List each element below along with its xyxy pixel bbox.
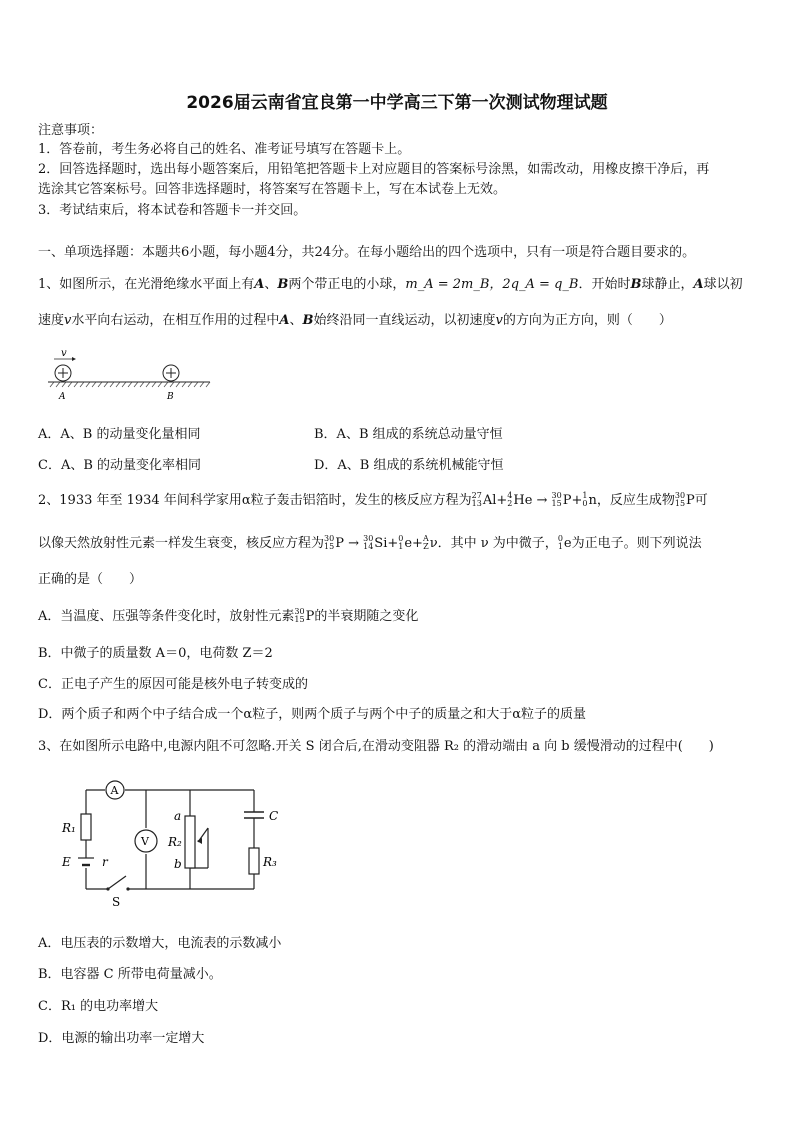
q1-stem-line-1: 1、如图所示，在光滑绝缘水平面上有A、B两个带正电的小球，m_A = 2m_B，2q_A = q_B．开始时B球静止，A球以初: [38, 277, 743, 292]
q1-option-b[interactable]: B．A、B 组成的系统总动量守恒: [314, 427, 503, 442]
ammeter-label: A: [110, 784, 119, 797]
q1-option-a[interactable]: A．A、B 的动量变化量相同: [38, 427, 201, 442]
q3-circuit-figure: [56, 776, 296, 912]
emf-label: E: [62, 855, 71, 869]
r3-label: R₃: [263, 855, 277, 869]
q3-option-c[interactable]: C．R₁ 的电功率增大: [38, 999, 159, 1014]
notice-item-2b: 选涂其它答案标号。回答非选择题时，将答案写在答题卡上，写在本试卷上无效。: [38, 182, 507, 197]
q1-stem-line-2: 速度v水平向右运动，在相互作用的过程中A、B始终沿同一直线运动，以初速度v的方向为正方向，则（ ）: [38, 313, 672, 328]
q2-stem-line-1: 2、1933 年至 1934 年间科学家用α粒子轰击铝箔时，发生的核反应方程为 27 13 Al+ 4 2 He → 30 15 P+ 1 0 n，反应生成物 30 15 P可: [38, 490, 708, 508]
q2-option-a[interactable]: A．当温度、压强等条件变化时，放射性元素 30 15 P的半衰期随之变化: [38, 606, 419, 624]
q1-fig-a-label: A: [59, 392, 66, 402]
r1-label: R₁: [62, 821, 76, 835]
q2-stem-line-3: 正确的是（ ）: [38, 572, 143, 587]
nuclear-equation-1: 27 13 Al+ 4 2 He → 30 15 P+ 1 0 n: [471, 490, 597, 508]
q1-option-d[interactable]: D．A、B 组成的系统机械能守恒: [314, 458, 504, 473]
q2-stem-line-2: 以像天然放射性元素一样发生衰变，核反应方程为 30 15 P → 30 14 Si+ 0 1 e+ A Z ν．其中 ν 为中微子， 0 1 e为正电子。则下列说法: [38, 533, 702, 551]
q3-option-b[interactable]: B．电容器 C 所带电荷量减小。: [38, 967, 222, 982]
q2-option-d[interactable]: D．两个质子和两个中子结合成一个α粒子，则两个质子与两个中子的质量之和大于α粒子的质量: [38, 707, 586, 722]
internal-resistance-label: r: [102, 855, 108, 869]
q1-fig-b-label: B: [167, 392, 174, 402]
capacitor-label: C: [269, 809, 279, 823]
slider-end-b-label: b: [174, 857, 182, 871]
q1-option-c[interactable]: C．A、B 的动量变化率相同: [38, 458, 202, 473]
slider-end-a-label: a: [174, 809, 182, 823]
q1-fig-v-label: v: [61, 348, 67, 359]
notice-item-1: 1．答卷前，考生务必将自己的姓名、准考证号填写在答题卡上。: [38, 142, 411, 157]
rheostat-r2: [185, 816, 195, 868]
resistor-r1: [81, 814, 91, 840]
notice-item-3: 3．考试结束后，将本试卷和答题卡一并交回。: [38, 203, 307, 218]
q3-option-d[interactable]: D．电源的输出功率一定增大: [38, 1031, 205, 1046]
notice-heading: 注意事项：: [38, 123, 104, 138]
q1-formula: m_A = 2m_B，2q_A = q_B: [405, 277, 579, 292]
nuclear-equation-2: 30 15 P → 30 14 Si+ 0 1 e+ A Z ν: [324, 533, 438, 551]
switch-contact: [106, 887, 109, 890]
q2-option-b[interactable]: B．中微子的质量数 A＝0，电荷数 Z＝2: [38, 646, 273, 661]
notice-item-2a: 2．回答选择题时，选出每小题答案后，用铅笔把答题卡上对应题目的答案标号涂黑，如需改动，用橡皮擦干净后，再: [38, 162, 710, 177]
q3-option-a[interactable]: A．电压表的示数增大，电流表的示数减小: [38, 936, 282, 951]
q3-stem: 3、在如图所示电路中,电源内阻不可忽略.开关 S 闭合后,在滑动变阻器 R₂ 的滑动端由 a 向 b 缓慢滑动的过程中( ): [38, 739, 714, 754]
q2-option-c[interactable]: C．正电子产生的原因可能是核外电子转变成的: [38, 677, 308, 692]
q1-figure: [44, 344, 214, 404]
ground-hatching: [50, 382, 210, 387]
page-title: 2026届云南省宜良第一中学高三下第一次测试物理试题: [186, 93, 608, 113]
switch-label: S: [112, 895, 121, 909]
voltmeter-label: V: [141, 835, 149, 848]
resistor-r3: [249, 848, 259, 874]
r2-label: R₂: [168, 835, 182, 849]
section-heading: 一、单项选择题：本题共6小题，每小题4分，共24分。在每小题给出的四个选项中，只有一项是符合题目要求的。: [38, 245, 696, 260]
